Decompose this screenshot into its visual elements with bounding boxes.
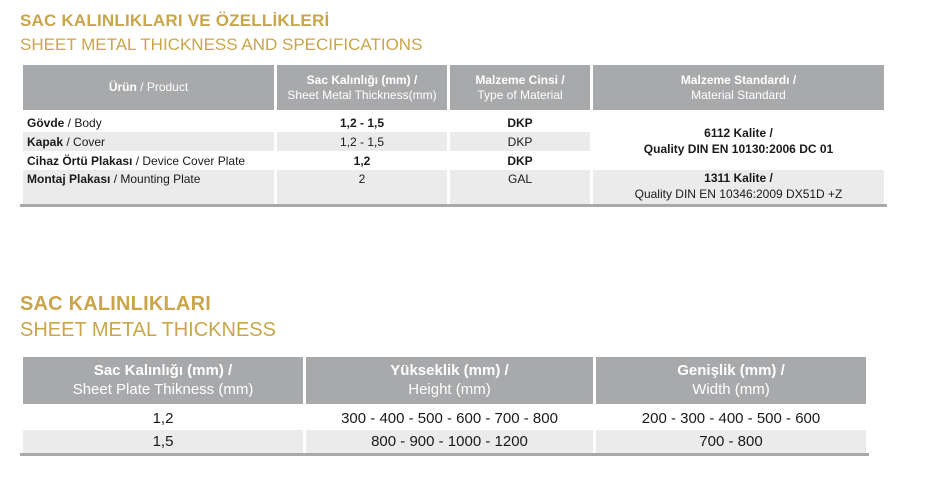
- cell-thickness: 1,5: [22, 430, 305, 455]
- cell-width: 700 - 800: [595, 430, 868, 455]
- cell-thickness: 1,2: [276, 151, 449, 170]
- section2-title: SAC KALINLIKLARI: [20, 293, 211, 315]
- thickness-table: [20, 354, 869, 456]
- section1-title: SAC KALINLIKLARI VE ÖZELLİKLERİ: [20, 11, 330, 30]
- cell-height: 800 - 900 - 1000 - 1200: [305, 430, 595, 455]
- cell-product: Gövde / Body: [22, 112, 276, 133]
- table-row: [22, 430, 868, 455]
- table-header-row: [22, 64, 886, 112]
- cell-thickness: 2: [276, 170, 449, 206]
- cell-material: DKP: [449, 151, 592, 170]
- cell-material: DKP: [449, 132, 592, 151]
- table-row: [22, 112, 886, 133]
- cell-height: 300 - 400 - 500 - 600 - 700 - 800: [305, 406, 595, 431]
- header-material-standard: Malzeme Standardı / Material Standard: [592, 64, 886, 112]
- cell-material: DKP: [449, 112, 592, 133]
- cell-standard: 1311 Kalite / Quality DIN EN 10346:2009 DX51D +Z: [592, 170, 886, 206]
- section1-subtitle: SHEET METAL THICKNESS AND SPECIFICATIONS: [20, 35, 423, 54]
- header-product: Ürün / Product: [22, 64, 276, 112]
- header-material-type: Malzeme Cinsi / Type of Material: [449, 64, 592, 112]
- header-sheet-thickness: Sac Kalınlığı (mm) / Sheet Plate Thikness (mm): [22, 356, 305, 406]
- header-width: Genişlik (mm) / Width (mm): [595, 356, 868, 406]
- cell-standard: 6112 Kalite / Quality DIN EN 10130:2006 DC 01: [592, 112, 886, 171]
- table-row: [22, 406, 868, 431]
- section2-subtitle: SHEET METAL THICKNESS: [20, 319, 276, 341]
- cell-thickness: 1,2 - 1,5: [276, 132, 449, 151]
- header-thickness: Sac Kalınlığı (mm) / Sheet Metal Thickness(mm): [276, 64, 449, 112]
- table-header-row: [22, 356, 868, 406]
- cell-thickness: 1,2: [22, 406, 305, 431]
- cell-product: Kapak / Cover: [22, 132, 276, 151]
- specifications-table: [20, 62, 887, 207]
- cell-material: GAL: [449, 170, 592, 206]
- table-row: [22, 170, 886, 206]
- cell-width: 200 - 300 - 400 - 500 - 600: [595, 406, 868, 431]
- cell-product: Cihaz Örtü Plakası / Device Cover Plate: [22, 151, 276, 170]
- header-height: Yükseklik (mm) / Height (mm): [305, 356, 595, 406]
- cell-product: Montaj Plakası / Mounting Plate: [22, 170, 276, 206]
- cell-thickness: 1,2 - 1,5: [276, 112, 449, 133]
